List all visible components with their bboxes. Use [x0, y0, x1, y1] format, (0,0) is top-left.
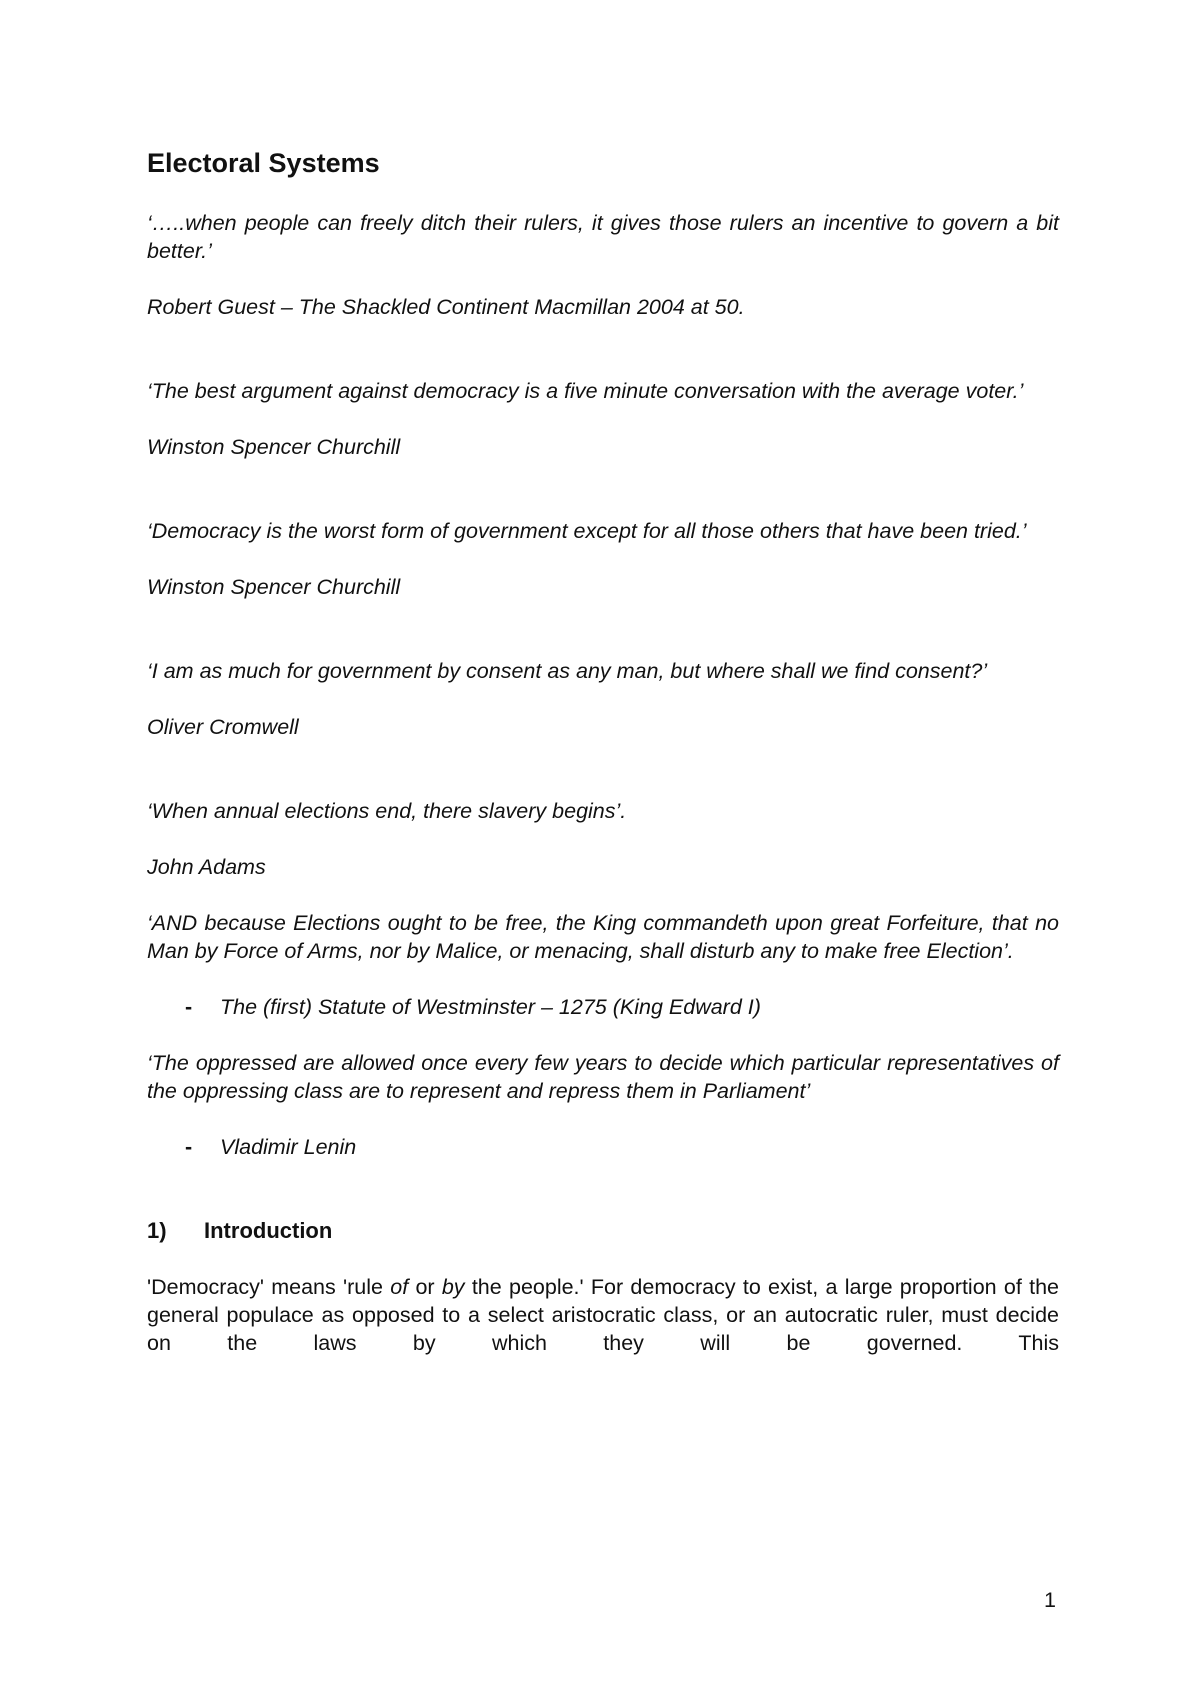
dash-bullet: - — [185, 995, 193, 1019]
quote-cromwell: ‘I am as much for government by consent as any man, but where shall we find consent?’ — [147, 659, 988, 683]
quote-churchill-worst-form: ‘Democracy is the worst form of government except for all those others that have been tried.’ — [147, 519, 1027, 543]
body-emphasis-of: of — [390, 1275, 409, 1299]
attribution-lenin — [147, 1133, 1059, 1161]
page-number: 1 — [1044, 1588, 1056, 1612]
body-emphasis-by: by — [441, 1275, 465, 1299]
document-title: Electoral Systems — [147, 148, 380, 178]
section-heading-introduction — [147, 1217, 1059, 1245]
attribution-churchill-2: Winston Spencer Churchill — [147, 575, 401, 599]
quote-lenin: ‘The oppressed are allowed once every few years to decide which particular representatives of the oppressing class are to represent and repress them in Parliament’ — [147, 1051, 1059, 1103]
body-text-part: or — [408, 1275, 442, 1299]
quote-adams: ‘When annual elections end, there slavery begins’. — [147, 799, 627, 823]
attribution-adams: John Adams — [147, 855, 266, 879]
attribution-churchill-1: Winston Spencer Churchill — [147, 435, 401, 459]
attribution-westminster-text: The (first) Statute of Westminster – 1275 (King Edward I) — [220, 995, 761, 1019]
body-text-part: 'Democracy' means 'rule — [147, 1275, 391, 1299]
section-number: 1) — [147, 1218, 167, 1243]
attribution-cromwell: Oliver Cromwell — [147, 715, 299, 739]
dash-bullet: - — [185, 1135, 193, 1159]
attribution-lenin-text: Vladimir Lenin — [220, 1135, 357, 1159]
introduction-paragraph — [147, 1273, 1059, 1357]
page-content — [147, 146, 1059, 1357]
quote-churchill-voter: ‘The best argument against democracy is a five minute conversation with the average voter.’ — [147, 379, 1024, 403]
quote-guest: ‘…..when people can freely ditch their rulers, it gives those rulers an incentive to govern a bit better.’ — [147, 211, 1059, 263]
quote-westminster: ‘AND because Elections ought to be free, the King commandeth upon great Forfeiture, that no Man by Force of Arms, nor by Malice, or menacing, shall disturb any to make free Election’. — [147, 911, 1059, 963]
body-text-part: the people.' For democracy to exist, a large proportion of the general populace as opposed to a select aristocratic class, or an autocratic ruler, must decide on the laws by which they will be governed. This — [147, 1275, 1059, 1355]
attribution-guest: Robert Guest – The Shackled Continent Macmillan 2004 at 50. — [147, 295, 745, 319]
attribution-westminster — [147, 993, 1059, 1021]
section-heading-text: Introduction — [204, 1218, 333, 1243]
